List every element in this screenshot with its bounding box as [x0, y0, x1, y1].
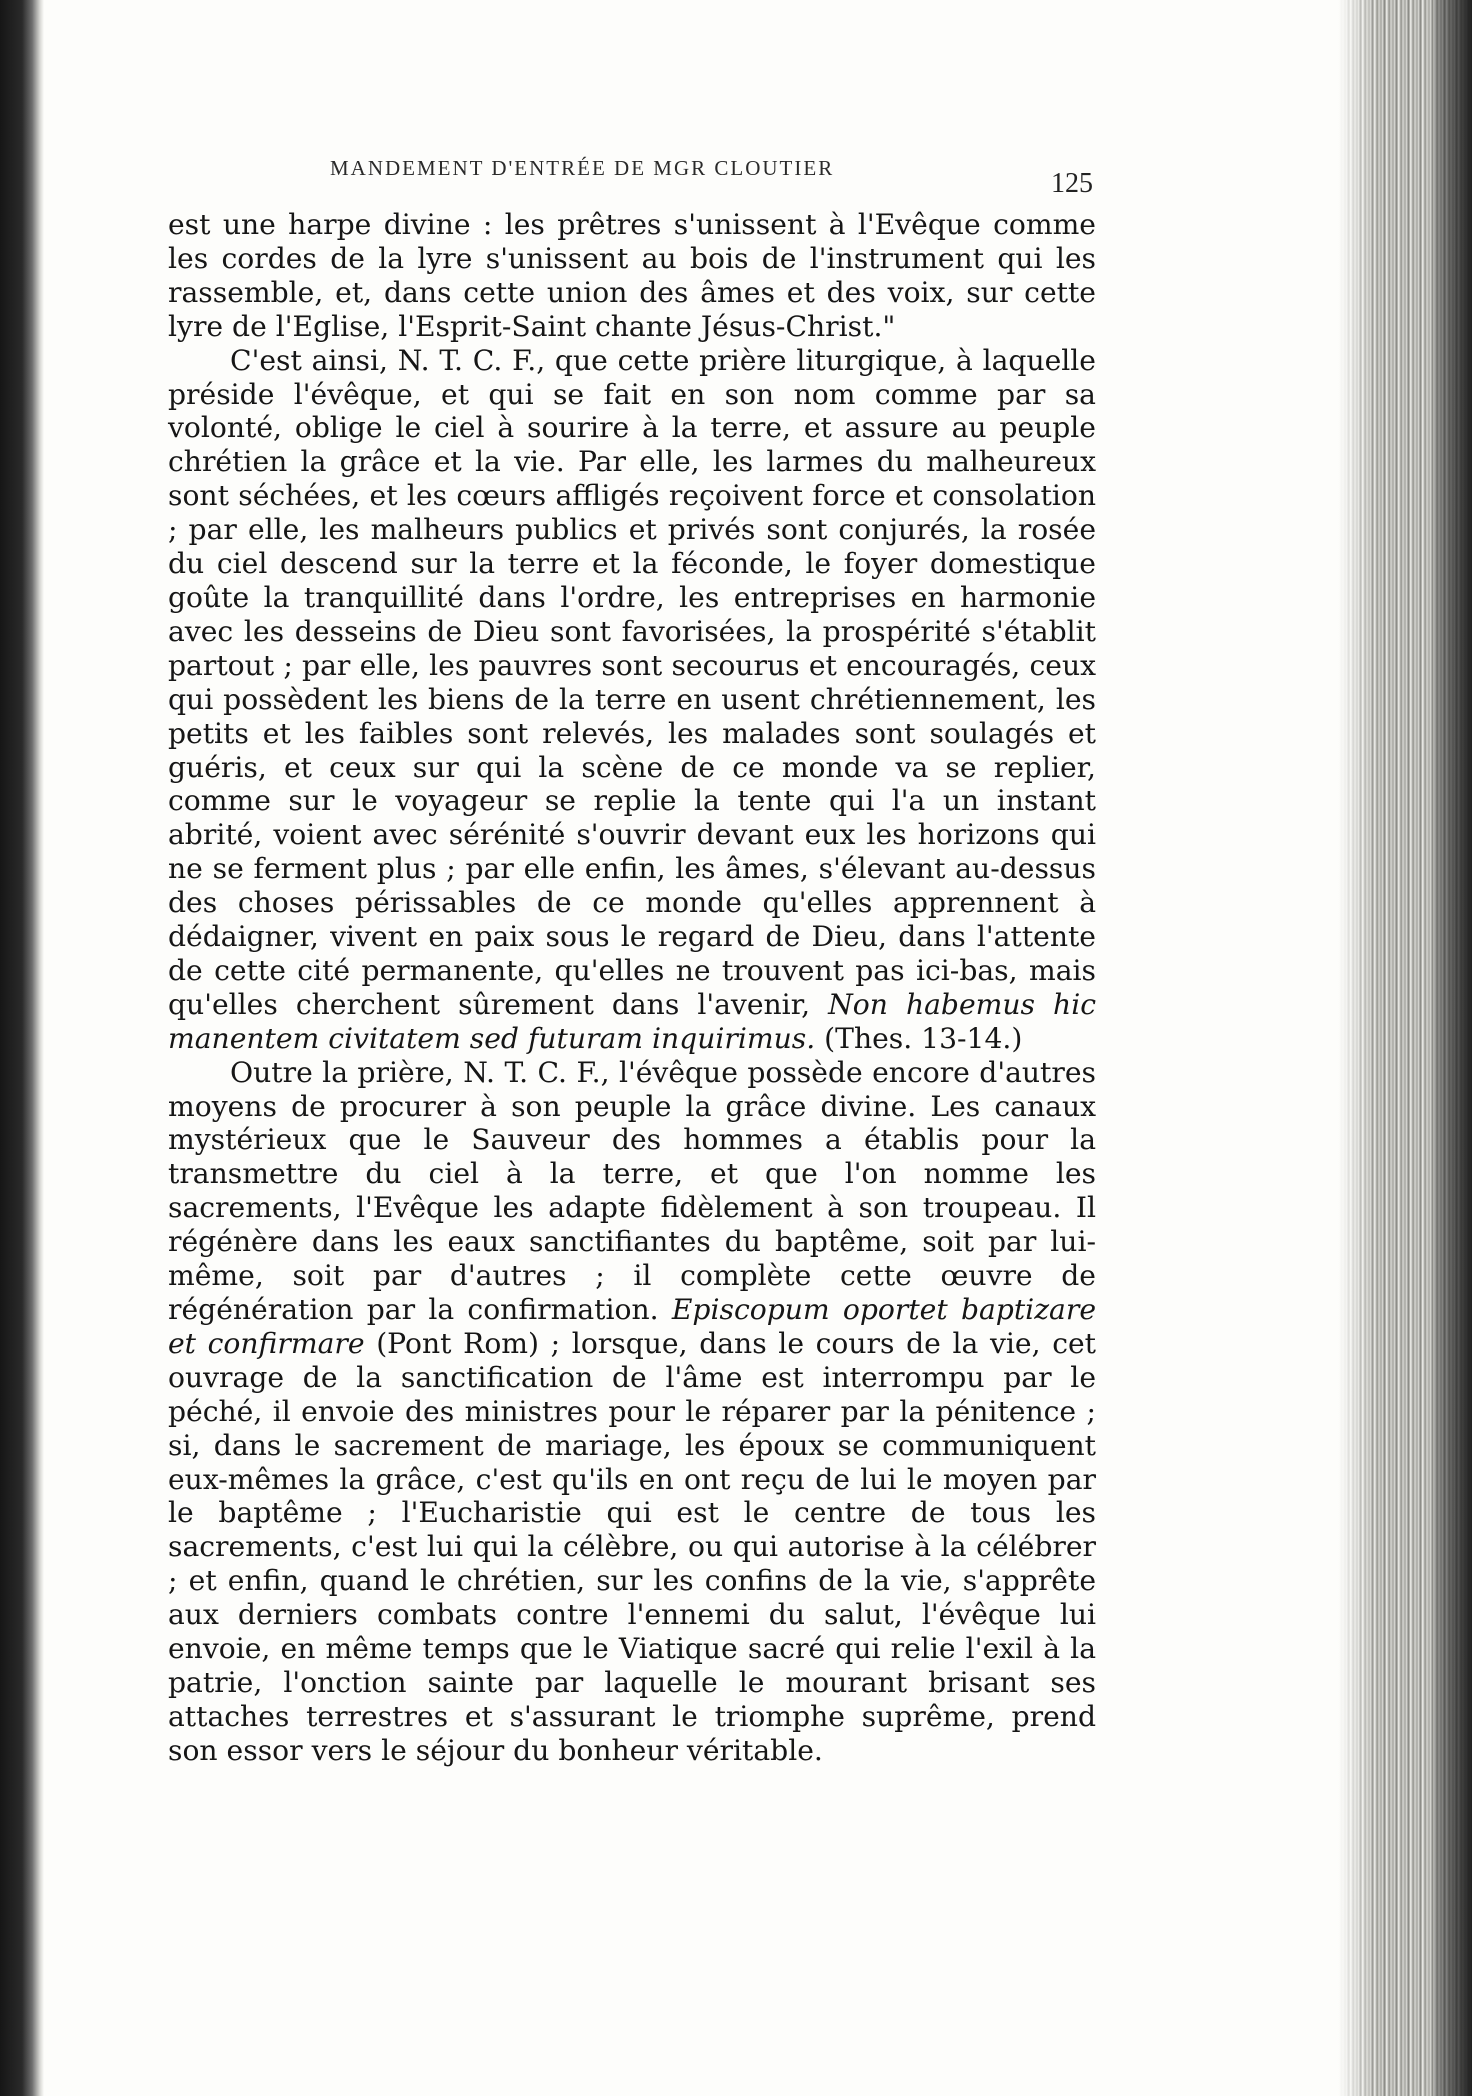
latin-quotation: Non habemus hic manentem civitatem sed futuram inquirimus.: [168, 987, 1096, 1055]
paragraph-2: [168, 344, 1096, 1056]
book-page-edges: [1338, 0, 1472, 2096]
page-number: 125: [1051, 168, 1093, 199]
paragraph-1-text: est une harpe divine : les prêtres s'unissent à l'Evêque comme les cordes de la lyre s'unissent au bois de l'instrument qui les rassemble, et, dans cette union des âmes et des voix, sur cette lyre de l'Eglise, l'Esprit-Saint chante Jésus-Christ.": [168, 208, 1096, 343]
paragraph-2-text: C'est ainsi, N. T. C. F., que cette prière liturgique, à laquelle préside l'évêque, et qui se fait en son nom comme par sa volonté, oblige le ciel à sourire à la terre, et assure au peuple chrétien la grâce et la vie. Par elle, les larmes du malheureux sont séchées, et les cœurs affligés reçoivent force et consolation ; par elle, les malheurs publics et privés sont conjurés, la rosée du ciel descend sur la terre et la féconde, le foyer domestique goûte la tranquillité dans l'ordre, les entreprises en harmonie avec les desseins de Dieu sont favorisées, la prospérité s'établit partout ; par elle, les pauvres sont secourus et encouragés, ceux qui possèdent les biens de la terre en usent chrétiennement, les petits et les faibles sont relevés, les malades sont soulagés et guéris, et ceux sur qui la scène de ce monde va se replier, comme sur le voyageur se replie la tente qui l'a un instant abrité, voient avec sérénité s'ouvrir devant eux les horizons qui ne se ferment plus ; par elle enfin, les âmes, s'élevant au-dessus des choses périssables de ce monde qu'elles apprennent à dédaigner, vivent en paix sous le regard de Dieu, dans l'attente de cette cité permanente, qu'elles ne trouvent pas ici-bas, mais qu'elles cherchent sûrement dans l'avenir,: [168, 343, 1096, 1021]
paragraph-3-continuation: (Pont Rom) ; lorsque, dans le cours de la vie, cet ouvrage de la sanctification de l'âme est interrompu par le péché, il envoie des ministres pour le réparer par la pénitence ; si, dans le sacrement de mariage, les époux se communiquent eux-mêmes la grâce, c'est qu'ils en ont reçu de lui le moyen par le baptême ; l'Eucharistie qui est le centre de tous les sacrements, c'est lui qui la célèbre, ou qui autorise à la célébrer ; et enfin, quand le chrétien, sur les confins de la vie, s'apprête aux derniers combats contre l'ennemi du salut, l'évêque lui envoie, en même temps que le Viatique sacré qui relie l'exil à la patrie, l'onction sainte par laquelle le mourant brisant ses attaches terrestres et s'assurant le triomphe suprême, prend son essor vers le séjour du bonheur véritable.: [168, 1326, 1096, 1767]
paragraph-3: [168, 1056, 1096, 1768]
paragraph-1: [168, 208, 1096, 344]
scripture-reference: (Thes. 13-14.): [824, 1021, 1023, 1055]
book-gutter-shadow: [0, 0, 44, 2096]
running-header: MANDEMENT D'ENTRÉE DE MGR CLOUTIER: [330, 156, 835, 180]
paragraph-3-text: Outre la prière, N. T. C. F., l'évêque possède encore d'autres moyens de procurer à son peuple la grâce divine. Les canaux mystérieux que le Sauveur des hommes a établis pour la transmettre du ciel à la terre, et que l'on nomme les sacrements, l'Evêque les adapte fidèlement à son troupeau. Il régénère dans les eaux sanctifiantes du baptême, soit par lui-même, soit par d'autres ; il complète cette œuvre de régénération par la confirmation.: [168, 1055, 1096, 1326]
body-text: [168, 208, 1096, 1768]
latin-quotation: Episcopum oportet baptizare et confirmare: [168, 1293, 1097, 1360]
